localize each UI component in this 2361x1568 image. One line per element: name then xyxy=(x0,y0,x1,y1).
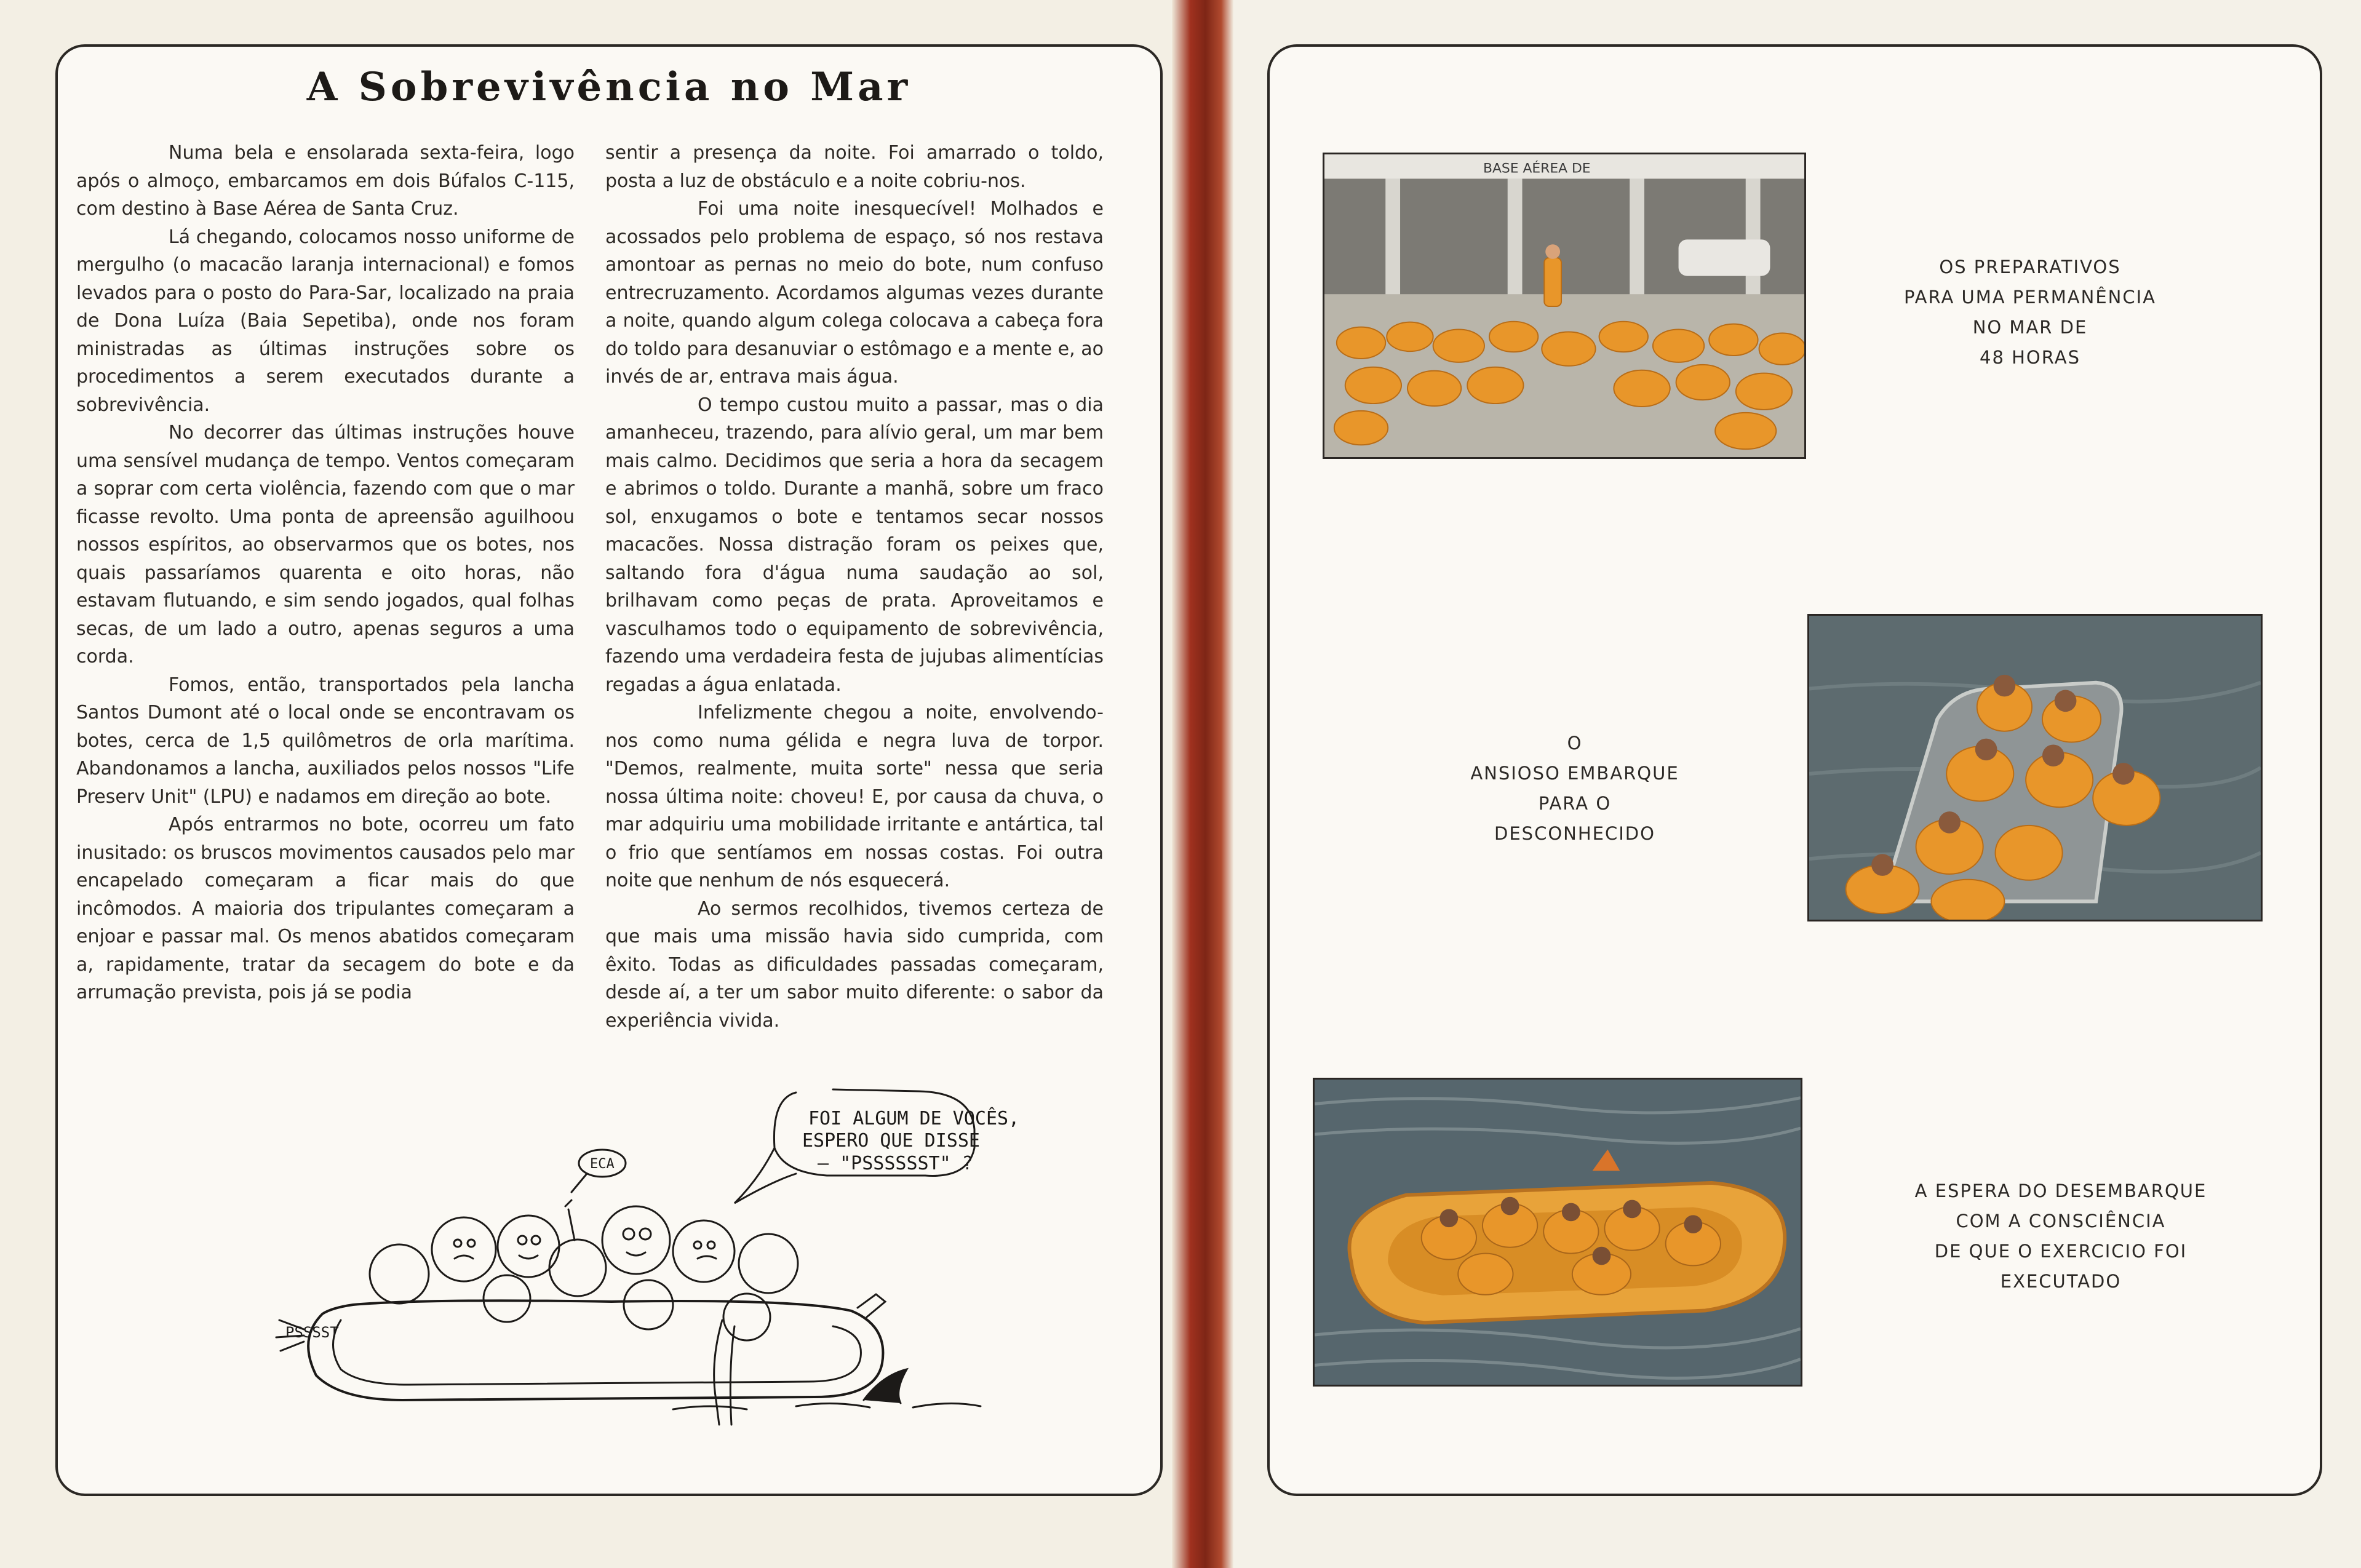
caption-line: ANSIOSO EMBARQUE xyxy=(1470,763,1679,784)
caption-line: O xyxy=(1567,733,1583,754)
hangar-image xyxy=(1324,154,1804,457)
speech-line: FOI ALGUM DE VOCÊS, xyxy=(808,1108,1020,1129)
caption-line: EXECUTADO xyxy=(2000,1271,2122,1292)
book-gutter xyxy=(1172,0,1233,1568)
paragraph: sentir a presença da noite. Foi amarrado o toldo, posta a luz de obstáculo e a noite cobriu-nos. xyxy=(605,142,1104,192)
paragraph: Numa bela e ensolarada sexta-feira, logo após o almoço, embarcamos em dois Búfalos C-115, com destino à Base Aérea de Santa Cruz. xyxy=(76,142,575,220)
paragraph: No decorrer das últimas instruções houve uma sensível mudança de tempo. Ventos começaram a soprar com certa violência, fazendo com que o mar ficasse revolto. Uma ponta de apreensão aguilhoou nossos espíritos, ao observarmos que os botes, nos quais passaríamos quarenta e oito horas, não estavam flutuando, e sim sendo jogados, qual folhas secas, de um lado a outro, apenas seguros a uma corda. xyxy=(76,422,575,667)
caption-preparations xyxy=(1882,252,2178,373)
caption-waiting xyxy=(1882,1176,2239,1297)
paragraph: Após entrarmos no bote, ocorreu um fato inusitado: os bruscos movimentos causados pelo mar encapelado começaram a ficar mais do que incômodos. A maioria dos tripulantes começaram a enjoar e passar mal. Os menos abatidos começaram a, rapidamente, tratar da secagem do bote e da arrumação prevista, pois já se podia xyxy=(76,814,575,1003)
hangar-sign: BASE AÉREA DE xyxy=(1483,161,1591,177)
eca-text: ECA xyxy=(590,1156,615,1172)
paragraph: Fomos, então, transportados pela lancha Santos Dumont até o local onde se encontravam os botes, cerca de 1,5 quilômetros de orla marítima. Abandonamos a lancha, auxiliados pelos nossos "Life Preserv Unit" (LPU) e nadamos em direção ao bote. xyxy=(76,674,575,808)
caption-line: A ESPERA DO DESEMBARQUE xyxy=(1914,1180,2207,1201)
photo-preparations xyxy=(1323,153,1806,459)
raft-cartoon xyxy=(242,1056,1073,1437)
caption-line: DESCONHECIDO xyxy=(1494,823,1655,844)
photo-waiting xyxy=(1313,1078,1802,1387)
caption-line: PARA O xyxy=(1538,793,1612,814)
text-column-right xyxy=(605,139,1104,1035)
caption-line: DE QUE O EXERCICIO FOI xyxy=(1934,1241,2188,1262)
caption-boarding xyxy=(1427,728,1722,849)
speech-line: ESPERO QUE DISSE xyxy=(802,1130,980,1152)
paragraph: Lá chegando, colocamos nosso uniforme de mergulho (o macacão laranja internacional) e fomos levados para o posto do Para-Sar, localizado na praia de Dona Luíza (Baia Sepetiba), onde nos foram ministradas as últimas instruções sobre os procedimentos a serem executados durante a sobrevivência. xyxy=(76,226,575,416)
caption-line: NO MAR DE xyxy=(1972,317,2088,338)
paragraph: O tempo custou muito a passar, mas o dia amanheceu, trazendo, para alívio geral, um mar bem mais calmo. Decidimos que seria a hora da secagem e abrimos o toldo. Durante a manhã, sobre um fraco sol, enxugamos o bote e tentamos secar nossos macacões. Nossa distração foram os peixes que, saltando fora d'água numa saudação ao sol, brilhavam como peças de prata. Aproveitamos e vasculhamos todo o equipamento de sobrevivência, fazendo uma verdadeira festa de jujubas alimentícias regadas a água enlatada. xyxy=(605,394,1104,696)
photo-boarding xyxy=(1807,614,2263,921)
caption-line: 48 HORAS xyxy=(1980,347,2080,368)
waiting-image xyxy=(1315,1080,1801,1385)
caption-line: COM A CONSCIÊNCIA xyxy=(1956,1211,2166,1232)
caption-line: PARA UMA PERMANÊNCIA xyxy=(1904,287,2156,308)
paragraph: Foi uma noite inesquecível! Molhados e acossados pelo problema de espaço, só nos restava amontoar as pernas no meio do bote, num confuso entrecruzamento. Acordamos algumas vezes durante a noite, quando algum colega colocava a cabeça fora do toldo para desanuviar o estômago e a mente e, ao invés de ar, entrava mais água. xyxy=(605,198,1104,388)
speech-line: — "PSSSSSST" ? xyxy=(818,1153,973,1174)
hiss-text: PSSSST xyxy=(285,1324,339,1341)
text-column-left xyxy=(76,139,575,1007)
paragraph: Infelizmente chegou a noite, envolvendo-nos como numa gélida e negra luva de torpor. "Demos, realmente, muita sorte" nessa que seria nossa última noite: choveu! E, por causa da chuva, o mar adquiriu uma mobilidade irritante e antártica, tal o frio que sentíamos em nossas costas. Foi outra noite que nenhum de nós esquecerá. xyxy=(605,702,1104,891)
paragraph: Ao sermos recolhidos, tivemos certeza de que mais uma missão havia sido cumprida, com êxito. Todas as dificuldades passadas começaram, desde aí, a ter um sabor muito diferente: o sabor da experiência vivida. xyxy=(605,897,1104,1032)
boarding-image xyxy=(1809,616,2261,920)
article-frame xyxy=(55,44,1163,1496)
article-title: A Sobrevivência no Mar xyxy=(306,64,912,110)
caption-line: OS PREPARATIVOS xyxy=(1939,257,2121,277)
